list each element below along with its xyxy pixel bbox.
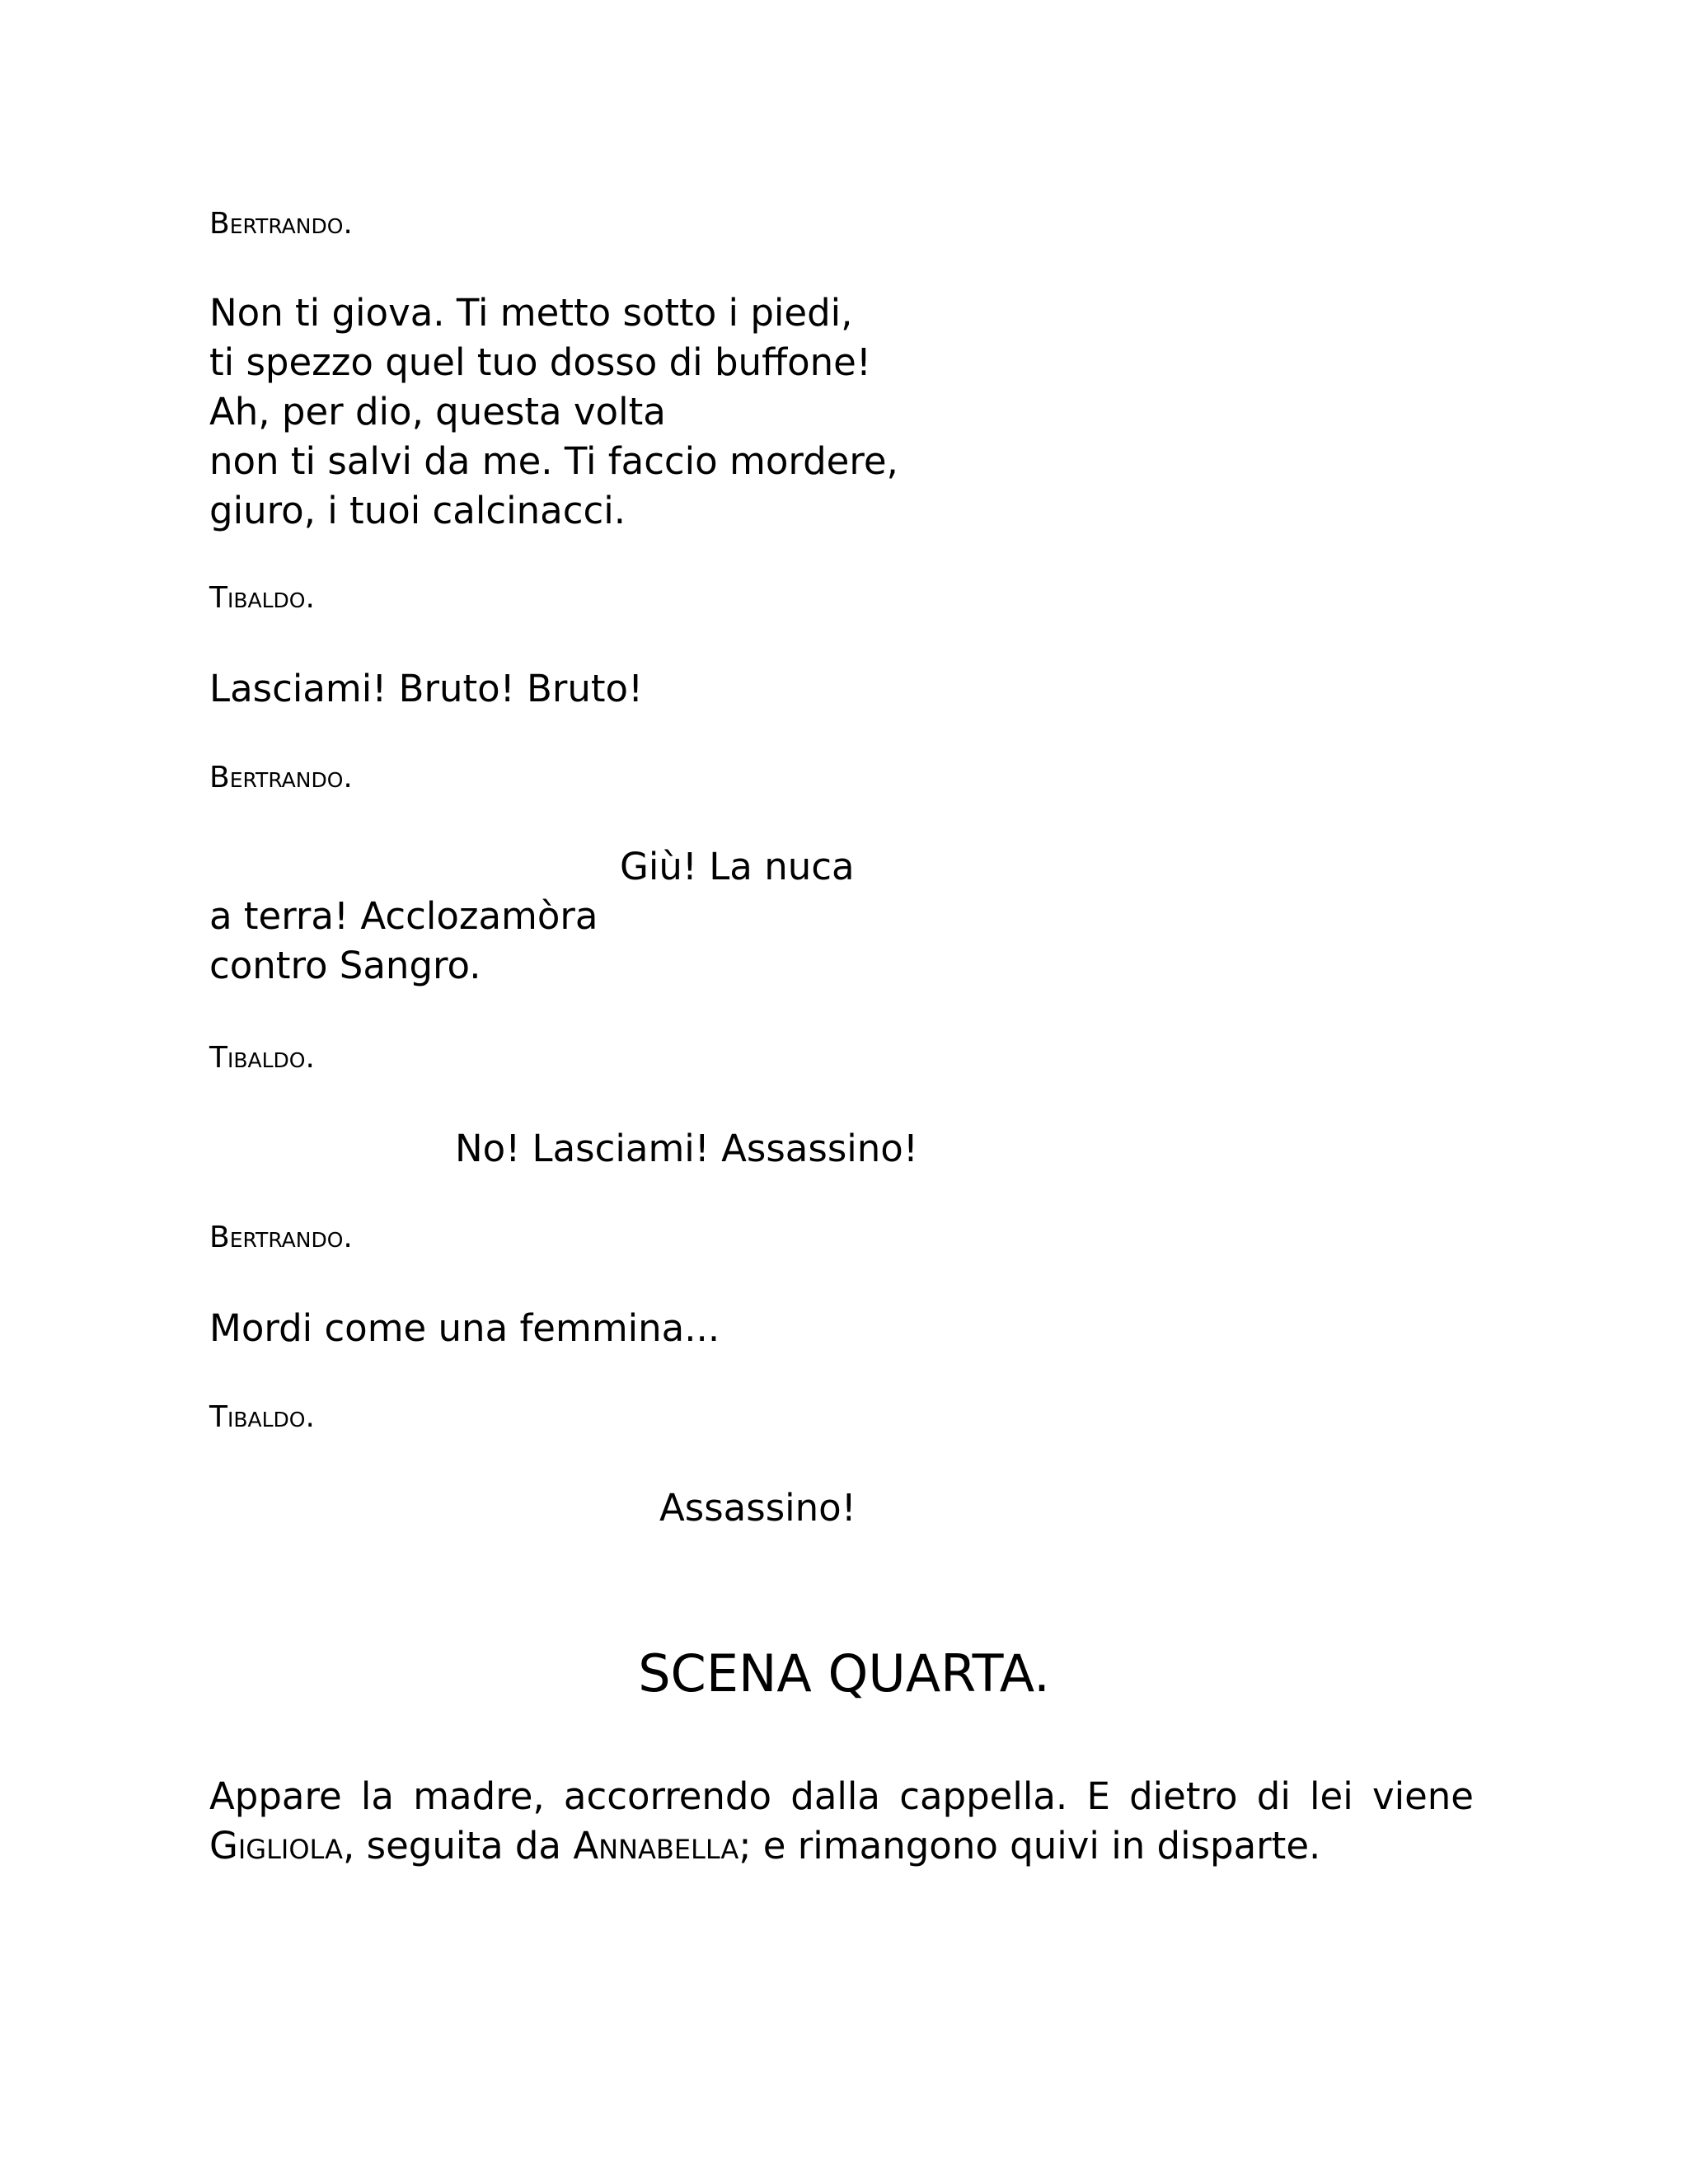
verse-line: giuro, i tuoi calcinacci. bbox=[209, 489, 626, 532]
verse-line: Mordi come una femmina... bbox=[209, 1306, 720, 1350]
verse-line: a terra! Acclozamòra bbox=[209, 894, 598, 938]
speaker-name: Tibaldo. bbox=[209, 1400, 315, 1434]
stage-direction-line bbox=[209, 1821, 1474, 1871]
verse-line: Assassino! bbox=[659, 1486, 856, 1530]
speaker-name: Tibaldo. bbox=[209, 581, 315, 615]
character-name: Gigliola bbox=[209, 1824, 344, 1868]
stage-direction-line: Appare la madre, accorrendo dalla cappella. E dietro di lei viene bbox=[209, 1774, 1474, 1818]
stage-direction-text: ; e rimangono quivi in disparte. bbox=[738, 1824, 1321, 1868]
speaker-name: Bertrando. bbox=[209, 1221, 353, 1254]
speaker-name: Bertrando. bbox=[209, 761, 353, 794]
verse-line: Giù! La nuca bbox=[620, 845, 855, 888]
verse-line: non ti salvi da me. Ti faccio mordere, bbox=[209, 439, 898, 483]
scene-heading: SCENA QUARTA. bbox=[638, 1643, 1050, 1704]
character-name: Annabella bbox=[573, 1824, 739, 1868]
verse-line: ti spezzo quel tuo dosso di buffone! bbox=[209, 340, 871, 384]
verse-line: Ah, per dio, questa volta bbox=[209, 390, 666, 434]
verse-line: Lasciami! Bruto! Bruto! bbox=[209, 667, 644, 710]
speaker-name: Tibaldo. bbox=[209, 1041, 315, 1075]
verse-line: contro Sangro. bbox=[209, 944, 481, 987]
speaker-name: Bertrando. bbox=[209, 207, 353, 241]
verse-line: No! Lasciami! Assassino! bbox=[455, 1127, 918, 1170]
stage-direction-text: , seguita da bbox=[343, 1824, 574, 1868]
stage-direction bbox=[209, 1772, 1474, 1871]
verse-line: Non ti giova. Ti metto sotto i piedi, bbox=[209, 291, 853, 335]
